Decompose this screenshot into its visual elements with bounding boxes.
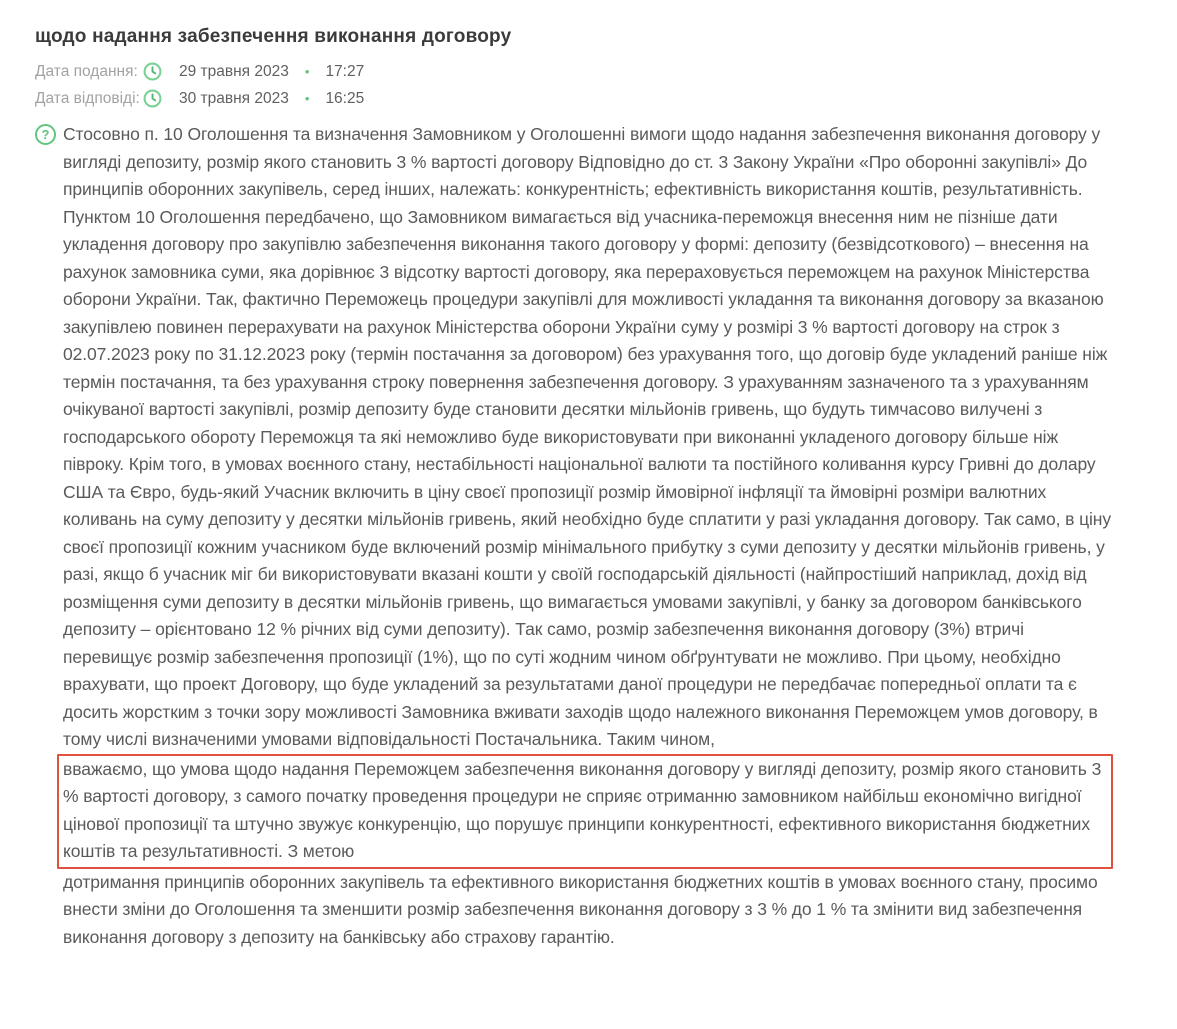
question-text-highlighted: вважаємо, що умова щодо надання Переможцем забезпечення виконання договору у вигляді депозиту, розмір якого становить 3 % вартості договору, з самого початку проведення процедури не сприяє отриманню замовником найбільш економічно вигідної цінової пропозиції та штучно звужує конкуренцію, що порушує принципи конкурентності, ефективного використання бюджетних коштів та результативності. З метою (63, 758, 1102, 861)
question-block (35, 121, 1147, 951)
clock-icon (143, 62, 162, 81)
question-text (63, 121, 1111, 951)
submission-time-value: 17:27 (325, 62, 365, 80)
answer-date-value: 30 травня 2023 (179, 89, 289, 107)
page-title: щодо надання забезпечення виконання договору (35, 26, 512, 47)
dot-separator-icon: • (304, 91, 310, 106)
clock-icon (143, 89, 162, 108)
answer-date-label: Дата відповіді: (35, 89, 140, 107)
answer-date-row (35, 85, 1147, 112)
submission-date-row (35, 58, 1147, 85)
question-text-before: Стосовно п. 10 Оголошення та визначення Замовником у Оголошенні вимоги щодо надання забезпечення виконання договору у вигляді депозиту, розмір якого становить 3 % вартості договору Відповідно до ст. 3 Закону України «Про оборонні закупівлі» До принципів оборонних закупівель, серед інших, належать: конкурентність; ефективність використання коштів, результативність. Пунктом 10 Оголошення передбачено, що Замовником вимагається від учасника-переможця внесення ним не пізніше дати укладення договору про закупівлю забезпечення виконання такого договору у формі: депозиту (безвідсоткового) – внесення на рахунок замовника суми, яка дорівнює 3 відсотку вартості договору, яка перераховується переможцем на рахунок Міністерства оборони України. Так, фактично Переможець процедури закупівлі для можливості укладання та виконання договору за вказаною закупівлею повинен перерахувати на рахунок Міністерства оборони України суму у розмірі 3 % вартості договору на строк з 02.07.2023 року по 31.12.2023 року (термін постачання за договором) без урахування того, що договір буде укладений раніше ніж термін постачання, та без урахування строку повернення забезпечення договору. З урахуванням зазначеного та з урахуванням очікуваної вартості закупівлі, розмір депозиту буде становити десятки мільйонів гривень, що будуть тимчасово вилучені з господарського обороту Переможця та які неможливо буде використовувати при виконанні укладеного договору більше ніж півроку. Крім того, в умовах воєнного стану, нестабільності національної валюти та постійного коливання курсу Гривні до долару США та Євро, будь-який Учасник включить в ціну своєї пропозиції розмір ймовірної інфляції та ймовірні розміри валютних коливань на суму депозиту у десятки мільйонів гривень, який необхідно буде сплатити у разі укладання договору. Так само, в ціну своєї пропозиції кожним учасником буде включений розмір мінімального прибутку з суми депозиту у десятки мільйонів гривень, у разі, якщо б учасник міг би використовувати вказані кошти у своїй господарській діяльності (найпростіший наприклад, дохід від розміщення суми депозиту в десятки мільйонів гривень, що вимагається умовами закупівлі, у банку за договором банківського депозиту – орієнтовано 12 % річних від суми депозиту). Так само, розмір забезпечення виконання договору (3%) втричі перевищує розмір забезпечення пропозиції (1%), що по суті жодним чином обґрунтувати не можливо. При цьому, необхідно врахувати, що проект Договору, що буде укладений за результатами даної процедури не передбачає попередньої оплати та є досить жорстким з точки зору можливості Замовника вживати заходів щодо належного виконання Переможцем умов договору, в тому числі визначеними умовами відповідальності Постачальника. Таким чином, (63, 124, 1111, 749)
submission-date-label: Дата подання: (35, 62, 138, 80)
dot-separator-icon: • (304, 64, 310, 79)
question-circle-icon: ? (35, 124, 56, 145)
question-text-after: дотримання принципів оборонних закупівель та ефективного використання бюджетних коштів в умовах воєнного стану, просимо внести зміни до Оголошення та зменшити розмір забезпечення виконання договору з 3 % до 1 % та змінити вид забезпечення виконання договору з депозиту на банківську або страхову гарантію. (63, 871, 1098, 947)
highlighted-annotation-box (57, 754, 1113, 869)
answer-time-value: 16:25 (325, 89, 365, 107)
submission-date-value: 29 травня 2023 (179, 62, 289, 80)
